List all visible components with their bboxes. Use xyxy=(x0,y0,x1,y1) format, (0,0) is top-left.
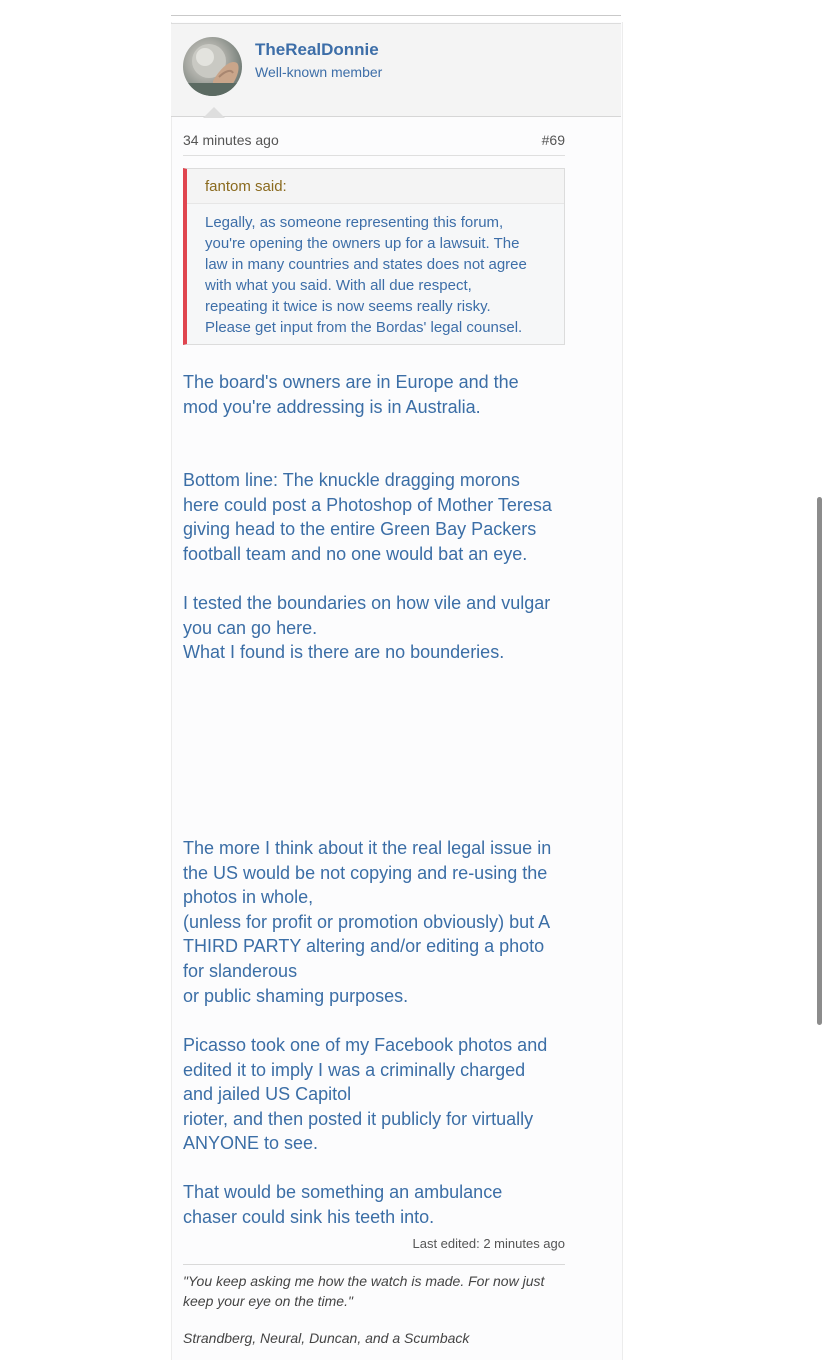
message-line: you can go here. xyxy=(183,617,318,638)
signature-gear: Strandberg, Neural, Duncan, and a Scumback xyxy=(183,1330,470,1346)
message-line: and jailed US Capitol xyxy=(183,1084,352,1105)
message-paragraph xyxy=(183,370,573,419)
message-line: the US would be not copying and re-using the xyxy=(183,862,548,883)
message-line: What I found is there are no bounderies. xyxy=(183,642,505,663)
signature-quote xyxy=(183,1271,573,1311)
signature-divider xyxy=(183,1264,565,1265)
message-line: Bottom line: The knuckle dragging morons xyxy=(183,470,520,490)
quote-line: you're opening the owners up for a lawsuit. The xyxy=(205,235,520,252)
message-line: giving head to the entire Green Bay Packers xyxy=(183,519,537,540)
post-author-title: Well-known member xyxy=(255,64,383,80)
message-line: or public shaming purposes. xyxy=(183,985,409,1006)
message-paragraph xyxy=(183,1033,573,1156)
post-permalink-number[interactable]: #69 xyxy=(541,132,565,148)
quote-line: with what you said. With all due respect, xyxy=(205,277,472,294)
post-author-name[interactable]: TheRealDonnie xyxy=(255,40,379,59)
quote-text xyxy=(187,204,564,338)
signature-line: keep your eye on the time." xyxy=(183,1293,353,1309)
signature-line: "You keep asking me how the watch is made. For now just xyxy=(183,1273,545,1289)
message-line: Picasso took one of my Facebook photos and xyxy=(183,1035,548,1055)
message-paragraph xyxy=(183,468,573,566)
last-edited-label: Last edited: 2 minutes ago xyxy=(412,1236,565,1251)
quote-author[interactable]: fantom said: xyxy=(187,169,564,204)
message-line: THIRD PARTY altering and/or editing a photo xyxy=(183,936,545,957)
message-line: That would be something an ambulance xyxy=(183,1182,503,1202)
message-line: rioter, and then posted it publicly for virtually xyxy=(183,1108,534,1129)
quote-line: repeating it twice is now seems really risky. xyxy=(205,298,491,315)
message-line: ANYONE to see. xyxy=(183,1133,319,1154)
quote-block xyxy=(183,168,565,345)
message-paragraph xyxy=(183,1180,573,1229)
avatar[interactable] xyxy=(183,37,242,96)
message-line: edited it to imply I was a criminally charged xyxy=(183,1059,526,1080)
caret-up-icon xyxy=(203,107,225,118)
top-divider xyxy=(171,15,621,16)
message-line: The more I think about it the real legal issue in xyxy=(183,838,552,858)
message-line: The board's owners are in Europe and the xyxy=(183,372,519,392)
message-line: I tested the boundaries on how vile and vulgar xyxy=(183,593,551,613)
vertical-scrollbar[interactable] xyxy=(817,497,822,1025)
message-line: chaser could sink his teeth into. xyxy=(183,1206,435,1227)
quote-line: Please get input from the Bordas' legal counsel. xyxy=(205,319,523,336)
message-line: for slanderous xyxy=(183,960,298,981)
post-timestamp[interactable]: 34 minutes ago xyxy=(183,132,279,148)
message-line: (unless for profit or promotion obviously) but A xyxy=(183,911,551,932)
message-line: mod you're addressing is in Australia. xyxy=(183,396,481,417)
post-meta xyxy=(183,131,565,156)
message-line: here could post a Photoshop of Mother Teresa xyxy=(183,494,552,515)
quote-line: law in many countries and states does not agree xyxy=(205,256,527,273)
message-line: football team and no one would bat an eye. xyxy=(183,543,528,564)
message-line: photos in whole, xyxy=(183,887,314,908)
message-paragraph xyxy=(183,836,573,1008)
post-user-card xyxy=(171,23,621,117)
message-paragraph xyxy=(183,591,573,665)
quote-line: Legally, as someone representing this forum, xyxy=(205,214,504,231)
